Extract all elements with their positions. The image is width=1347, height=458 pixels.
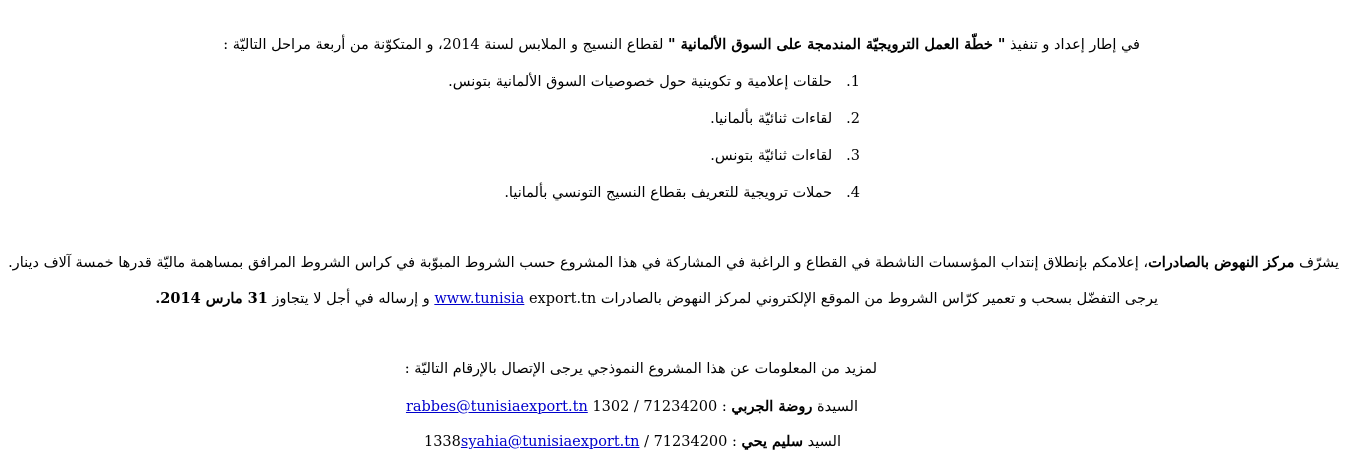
announcement-paragraph (8, 253, 1339, 273)
intro-paragraph (223, 35, 1140, 55)
organization-name: مركز النهوض بالصادرات (1148, 254, 1295, 271)
announcement-text-end: ، إعلامكم بإنطلاق إنتداب المؤسسات الناشطة في القطاع و الراغبة في المشاركة في هذا المشروع حسب الشروط المبوّبة في كراس الشروط المرافق بمساهمة ماليّة قدرها خمسة آلاف دينار. (8, 255, 1149, 271)
contact-name: روضة الجربي (731, 398, 813, 415)
invitation-text-start: يرجى التفضّل بسحب و تعمير كرّاس الشروط من الموقع الإلكتروني لمركز النهوض بالصادرات (596, 291, 1158, 307)
contact-row (424, 432, 841, 452)
phase-text: حلقات إعلامية و تكوينية حول خصوصيات السوق الألمانية بتونس. (448, 74, 833, 90)
phase-item-2 (710, 109, 860, 129)
phase-number: 4. (846, 185, 860, 201)
phase-item-4 (504, 183, 860, 203)
phase-number: 1. (846, 74, 860, 90)
contact-heading-text: لمزيد من المعلومات عن هذا المشروع النموذجي يرجى الإتصال بالإرقام التاليّة : (404, 361, 877, 377)
contact-title: السيدة (812, 399, 858, 415)
contact-phone: : 71234200 / 1302 (587, 399, 732, 415)
intro-text-start: في إطار إعداد و تنفيذ (1005, 37, 1140, 53)
phase-text: لقاءات ثنائيّة بألمانيا. (710, 111, 833, 127)
contact-row (406, 397, 858, 417)
announcement-text-start: يشرّف (1294, 255, 1339, 271)
contact-title: السيد (803, 434, 841, 450)
phase-item-3 (710, 146, 860, 166)
invitation-text-middle: و إرساله في أجل لا يتجاوز (267, 291, 435, 307)
contact-phone: : 71234200 / 1338 (423, 434, 742, 450)
deadline-date: 31 مارس 2014. (155, 290, 268, 307)
contact-email-link[interactable]: rabbes@tunisiaexport.tn (405, 399, 588, 415)
plan-name: " خطّة العمل الترويجيّة المندمجة على السوق الألمانية " (668, 36, 1006, 53)
website-link[interactable]: www.tunisia (434, 291, 525, 307)
phase-text: لقاءات ثنائيّة بتونس. (710, 148, 833, 164)
phase-text: حملات ترويجية للتعريف بقطاع النسيج التونسي بألمانيا. (504, 185, 833, 201)
phase-item-1 (448, 72, 860, 92)
phase-number: 3. (846, 148, 860, 164)
phase-number: 2. (846, 111, 860, 127)
contact-name: سليم يحي (741, 433, 804, 450)
website-reference (434, 291, 596, 307)
contact-heading (405, 359, 877, 379)
intro-text-end: لقطاع النسيج و الملابس لسنة 2014، و المتكوّنة من أربعة مراحل التاليّة : (223, 37, 669, 53)
contact-email-link[interactable]: syahia@tunisiaexport.tn (460, 434, 640, 450)
invitation-paragraph (155, 289, 1158, 309)
website-link-rest: export.tn (524, 291, 597, 307)
